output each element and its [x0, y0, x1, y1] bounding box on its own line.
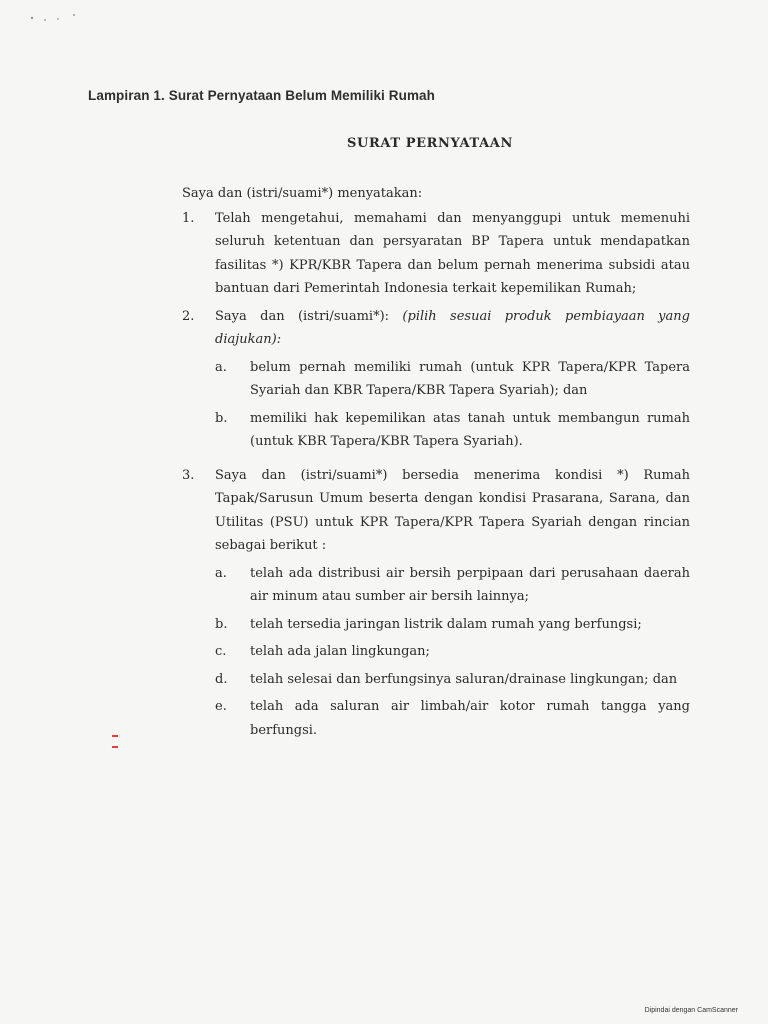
sub-item-letter: b. — [215, 410, 228, 426]
item-text-lead: Saya dan (istri/suami*): — [215, 308, 390, 324]
item-number: 3. — [182, 467, 195, 483]
document-title: SURAT PERNYATAAN — [347, 136, 513, 151]
statement-item-3 — [182, 464, 690, 743]
sub-item-letter: b. — [215, 616, 228, 632]
sub-item-letter: a. — [215, 565, 227, 581]
attachment-heading: Lampiran 1. Surat Pernyataan Belum Memiliki Rumah — [88, 88, 436, 103]
sub-item-letter: e. — [215, 699, 227, 714]
sub-item-letter: a. — [215, 359, 227, 375]
item-number: 2. — [182, 308, 195, 324]
sub-item-b — [215, 613, 690, 637]
item-text: Telah mengetahui, memahami dan menyanggupi untuk memenuhi seluruh ketentuan dan persyaratan BP Tapera untuk mendapatkan fasilitas *) KPR/KBR Tapera dan belum pernah menerima subsidi atau bantuan dari Pemerintah Indonesia terkait kepemilikan Rumah; — [215, 210, 690, 296]
sub-item-b — [215, 407, 690, 454]
sub-item-c — [215, 640, 690, 664]
sub-item-text: memiliki hak kepemilikan atas tanah untuk membangun rumah (untuk KBR Tapera/KBR Tapera Syariah). — [250, 410, 690, 449]
sub-item-text: belum pernah memiliki rumah (untuk KPR Tapera/KPR Tapera Syariah dan KBR Tapera/KBR Tapera Syariah); dan — [250, 359, 690, 398]
statement-item-1 — [182, 207, 690, 301]
item-text: Saya dan (istri/suami*) bersedia menerima kondisi *) Rumah Tapak/Sarusun Umum beserta dengan kondisi Prasarana, Sarana, dan Utilitas (PSU) untuk KPR Tapera/KPR Tapera Syariah dengan rincian sebagai berikut : — [215, 467, 690, 553]
scan-speck-marks — [12, 12, 82, 24]
sub-item-text: telah ada saluran air limbah/air kotor rumah tangga yang berfungsi. — [250, 699, 690, 738]
sub-item-d — [215, 668, 690, 692]
item-text-italic-note: (pilih sesuai produk pembiayaan yang diajukan): — [215, 308, 690, 347]
item-text — [215, 305, 690, 352]
sub-item-text: telah ada distribusi air bersih perpipaan dari perusahaan daerah air minum atau sumber air bersih lainnya; — [250, 565, 690, 604]
sub-item-e — [215, 695, 690, 742]
sub-item-a — [215, 356, 690, 403]
sub-item-text: telah tersedia jaringan listrik dalam rumah yang berfungsi; — [250, 616, 642, 632]
red-margin-mark — [112, 735, 118, 737]
sub-item-text: telah selesai dan berfungsinya saluran/drainase lingkungan; dan — [250, 671, 678, 687]
sub-item-letter: c. — [215, 644, 227, 659]
statement-item-2 — [182, 305, 690, 454]
item-number: 1. — [182, 210, 195, 226]
sub-list — [215, 356, 690, 454]
sub-item-text: telah ada jalan lingkungan; — [250, 644, 430, 659]
intro-line: Saya dan (istri/suami*) menyatakan: — [182, 186, 423, 201]
red-margin-mark — [112, 746, 118, 748]
statement-body — [182, 182, 690, 746]
sub-item-letter: d. — [215, 671, 228, 687]
scanner-watermark: Dipindai dengan CamScanner — [644, 1007, 738, 1014]
sub-item-a — [215, 562, 690, 609]
sub-list — [215, 562, 690, 743]
